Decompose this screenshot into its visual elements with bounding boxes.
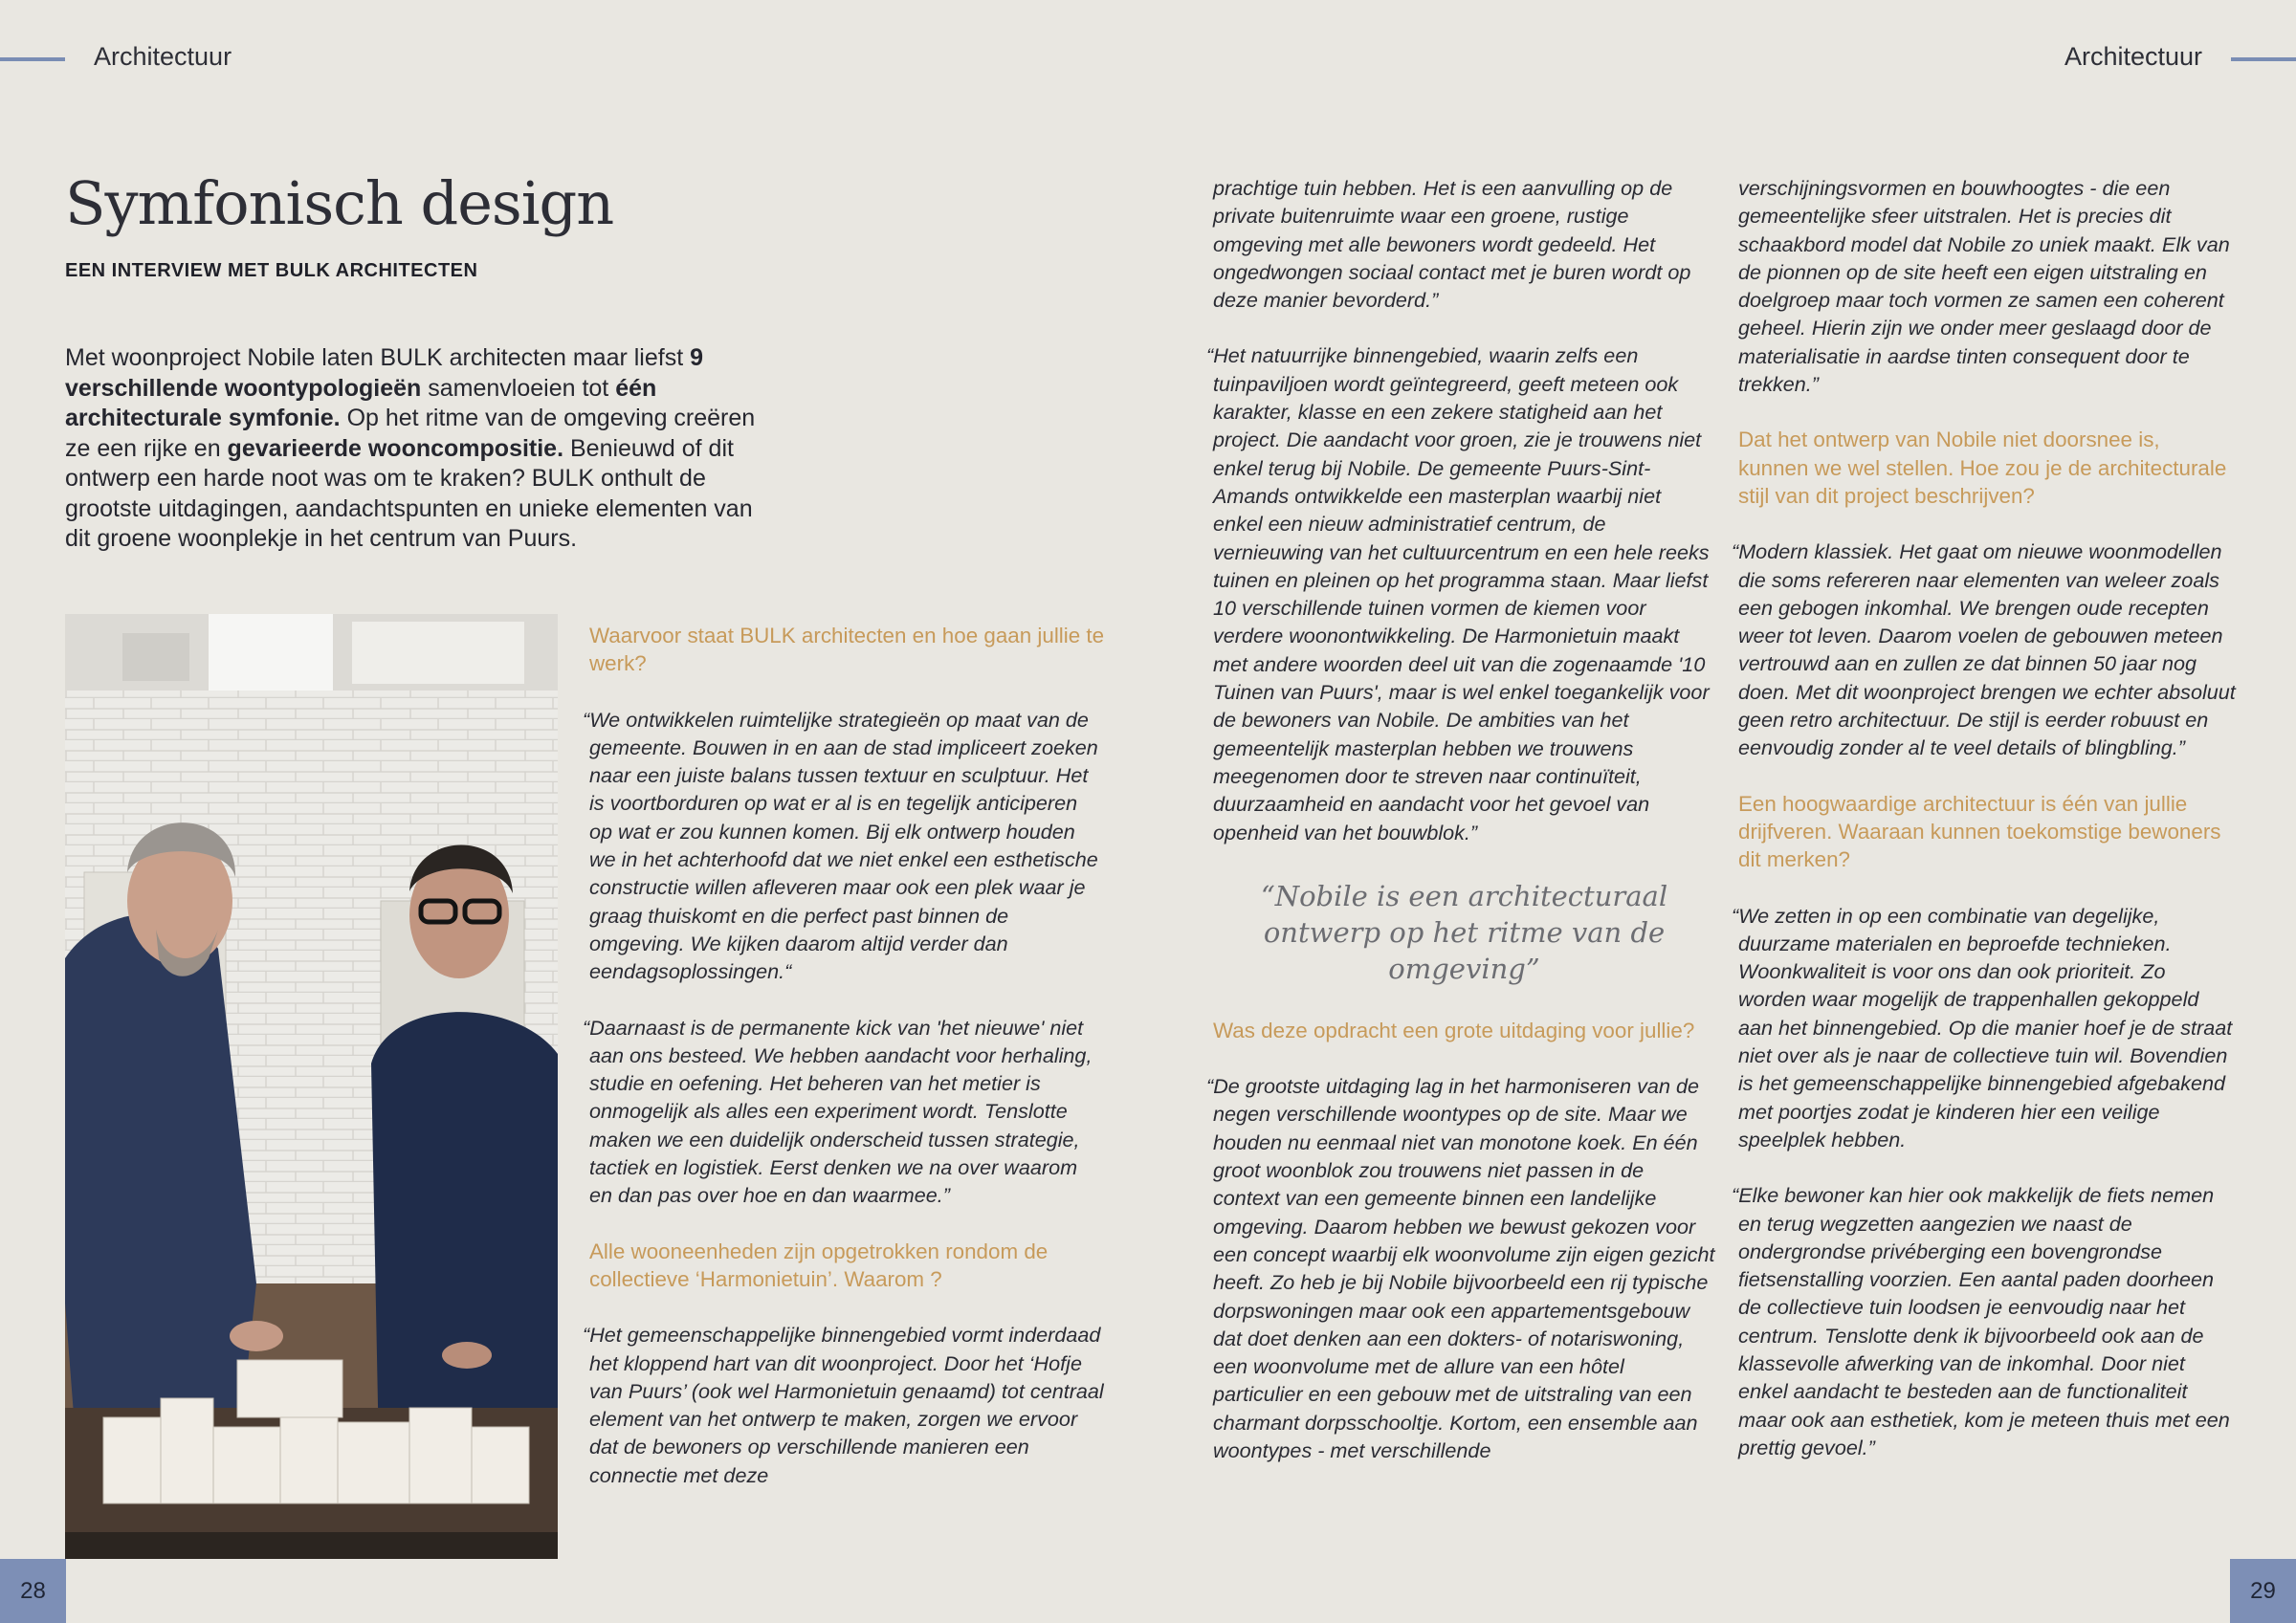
answer-paragraph: “Daarnaast is de permanente kick van 'het nieuwe' niet aan ons besteed. We hebben aandacht voor herhaling, studie en oefening. Het beheren van het metier is onmogelijk als alles een experiment wordt. Tenslotte maken we een duidelijk onderscheid tussen strategie, tactiek en logistiek. Eerst denken we na over waarom en dan pas over hoe en dan waarmee.”: [583, 1015, 1093, 1208]
section-label-right: Architectuur: [2064, 42, 2202, 71]
answer-paragraph: “De grootste uitdaging lag in het harmoniseren van de negen verschillende woontypes op de site. Maar we houden nu eenmaal niet van monotone koek. En één groot woonblok zou trouwens niet passen in de context van een gemeente binnen een landelijke omgeving. Daarom hebben we bewust gekozen voor een concept waarbij elk woonvolume zijn eigen gezicht heeft. Zo heb je bij Nobile bijvoorbeeld een rij typische dorpswoningen maar ook een appartementsgebouw dat doet denken aan een dokters- of notariswoning, een woonvolume met de allure van een hôtel particulier en een gebouw met de uitstraling van een charmant dorpsschooltje. Kortom, een ensemble aan woontypes - met verschillende: [1206, 1074, 1715, 1462]
answer-paragraph: prachtige tuin hebben. Het is een aanvulling op de private buitenruimte waar een groene, rustige omgeving met alle bewoners wordt gedeeld. Het ongedwongen sociaal contact met je buren wordt op deze manier bevorderd.”: [1213, 176, 1691, 313]
answer-paragraph: “We zetten in op een combinatie van degelijke, duurzame materialen en beproefde technieken. Woonkwaliteit is voor ons dan ook prioriteit. Zo worden waar mogelijk de trappenhallen gekoppeld aan het binnengebied. Op die manier hoef je de straat niet over als je naar de collectieve tuin wil. Bovendien is het gemeenschappelijke binnengebied afgebakend met poortjes zodat je kinderen hier een veilige speelplek hebben.: [1732, 903, 2233, 1151]
column-1: [583, 622, 1106, 1517]
header-rule-left: [0, 57, 65, 61]
answer-paragraph: “Elke bewoner kan hier ook makkelijk de fiets nemen en terug wegzetten aangezien we naast de ondergrondse privéberging een bovengrondse fietsenstalling voorzien. Een aantal paden doorheen de collectieve tuin loodsen je eenvoudig naar het centrum. Tenslotte denk ik bijvoorbeeld ook aan de klassevolle afwerking van de inkomhal. Door niet enkel aandacht te besteden aan de functionaliteit maar ook aan esthetiek, kom je meteen thuis met een prettig gevoel.”: [1732, 1183, 2230, 1459]
page-number-left: 28: [0, 1559, 66, 1623]
answer-paragraph: verschijningsvormen en bouwhoogtes - die een gemeentelijke sfeer uitstralen. Het is precies dit schaakbord model dat Nobile zo uniek maakt. Elk van de pionnen op de site heeft een eigen uitstraling en doelgroep maar toch vormen ze samen een coherent geheel. Hierin zijn we onder meer geslaagd door de materialisatie in aardse tinten consequent door te trekken.”: [1738, 176, 2230, 397]
architects-photo: [65, 614, 558, 1559]
right-page: [1148, 0, 2296, 1623]
pull-quote: “Nobile is een architecturaal ontwerp op het ritme van de omgeving”: [1260, 879, 1668, 985]
answer-paragraph: “Het gemeenschappelijke binnengebied vormt inderdaad het kloppend hart van dit woonproject. Door het ‘Hofje van Puurs’ (ook wel Harmonietuin genaamd) tot centraal element van het ontwerp te maken, zorgen we ervoor dat de bewoners op verschillende manieren een connectie met deze: [583, 1323, 1104, 1487]
answer-paragraph: “Het natuurrijke binnengebied, waarin zelfs een tuinpaviljoen wordt geïntegreerd, geeft meteen ook karakter, klasse en een zekere statigheid aan het project. Die aandacht voor groen, zie je trouwens niet enkel terug bij Nobile. De gemeente Puurs-Sint-Amands ontwikkelde een masterplan waarbij niet enkel een nieuw administratief centrum, de vernieuwing van het cultuurcentrum en een hele reeks tuinen en pleinen op het programma staan. Maar liefst 10 verschillende tuinen vormen de kiemen voor verdere woonontwikkeling. De Harmonietuin maakt met andere woorden deel uit van die zogenaamde '10 Tuinen van Puurs', maar is wel enkel toegankelijk voor de bewoners van Nobile. De ambities van het gemeentelijk masterplan hebben we trouwens meegenomen door te streven naar continuïteit, duurzaamheid en aandacht voor het gevoel van openheid van het bouwblok.”: [1206, 343, 1710, 844]
answer-paragraph: “Modern klassiek. Het gaat om nieuwe woonmodellen die soms refereren naar elementen van weleer zoals een gebogen inkomhal. We brengen oude recepten weer tot leven. Daarom voelen de gebouwen meteen vertrouwd aan en zullen ze dat binnen 50 jaar nog doen. Met dit woonproject brengen we echter absoluut geen retro architectuur. De stijl is eerder robuust en eenvoudig zonder al te veel details of blingbling.”: [1732, 539, 2236, 760]
section-label-left: Architectuur: [94, 42, 232, 71]
question-heading: Dat het ontwerp van Nobile niet doorsnee is, kunnen we wel stellen. Hoe zou je de architecturale stijl van dit project beschrijven?: [1738, 428, 2227, 508]
article-title: Symfonisch design: [65, 168, 614, 238]
answer-paragraph: “We ontwikkelen ruimtelijke strategieën op maat van de gemeente. Bouwen in en aan de stad impliceert zoeken naar een juiste balans tussen textuur en sculptuur. Het is voortborduren op wat er al is en tegelijk anticiperen op wat er zou kunnen komen. Bij elk ontwerp houden we in het achterhoofd dat we niet enkel een esthetische constructie willen afleveren maar ook een plek waar je graag thuiskomt en die perfect past binnen de omgeving. We kijken daarom altijd verder dan eendagsoplossingen.“: [583, 707, 1098, 984]
article-intro: Met woonproject Nobile laten BULK architecten maar liefst 9 verschillende woontypologieën samenvloeien tot één architecturale symfonie. Op het ritme van de omgeving creëren ze een rijke en gevarieerde wooncompositie. Benieuwd of dit ontwerp een harde noot was om te kraken? BULK onthult de grootste uitdagingen, aandachtspunten en unieke elementen van dit groene woonplekje in het centrum van Puurs.: [65, 344, 756, 552]
column-2: [1206, 174, 1715, 1492]
question-heading: Een hoogwaardige architectuur is één van jullie drijfveren. Waaraan kunnen toekomstige bewoners dit merken?: [1738, 791, 2221, 872]
question-heading: Waarvoor staat BULK architecten en hoe gaan jullie te werk?: [589, 624, 1105, 676]
question-heading: Was deze opdracht een grote uitdaging voor jullie?: [1213, 1018, 1695, 1042]
header-rule-right: [2231, 57, 2296, 61]
page-number-right: 29: [2230, 1559, 2296, 1623]
article-subtitle: EEN INTERVIEW MET BULK ARCHITECTEN: [65, 260, 478, 281]
question-heading: Alle wooneenheden zijn opgetrokken rondom de collectieve ‘Harmonietuin’. Waarom ?: [589, 1239, 1049, 1291]
column-3: [1732, 174, 2236, 1489]
